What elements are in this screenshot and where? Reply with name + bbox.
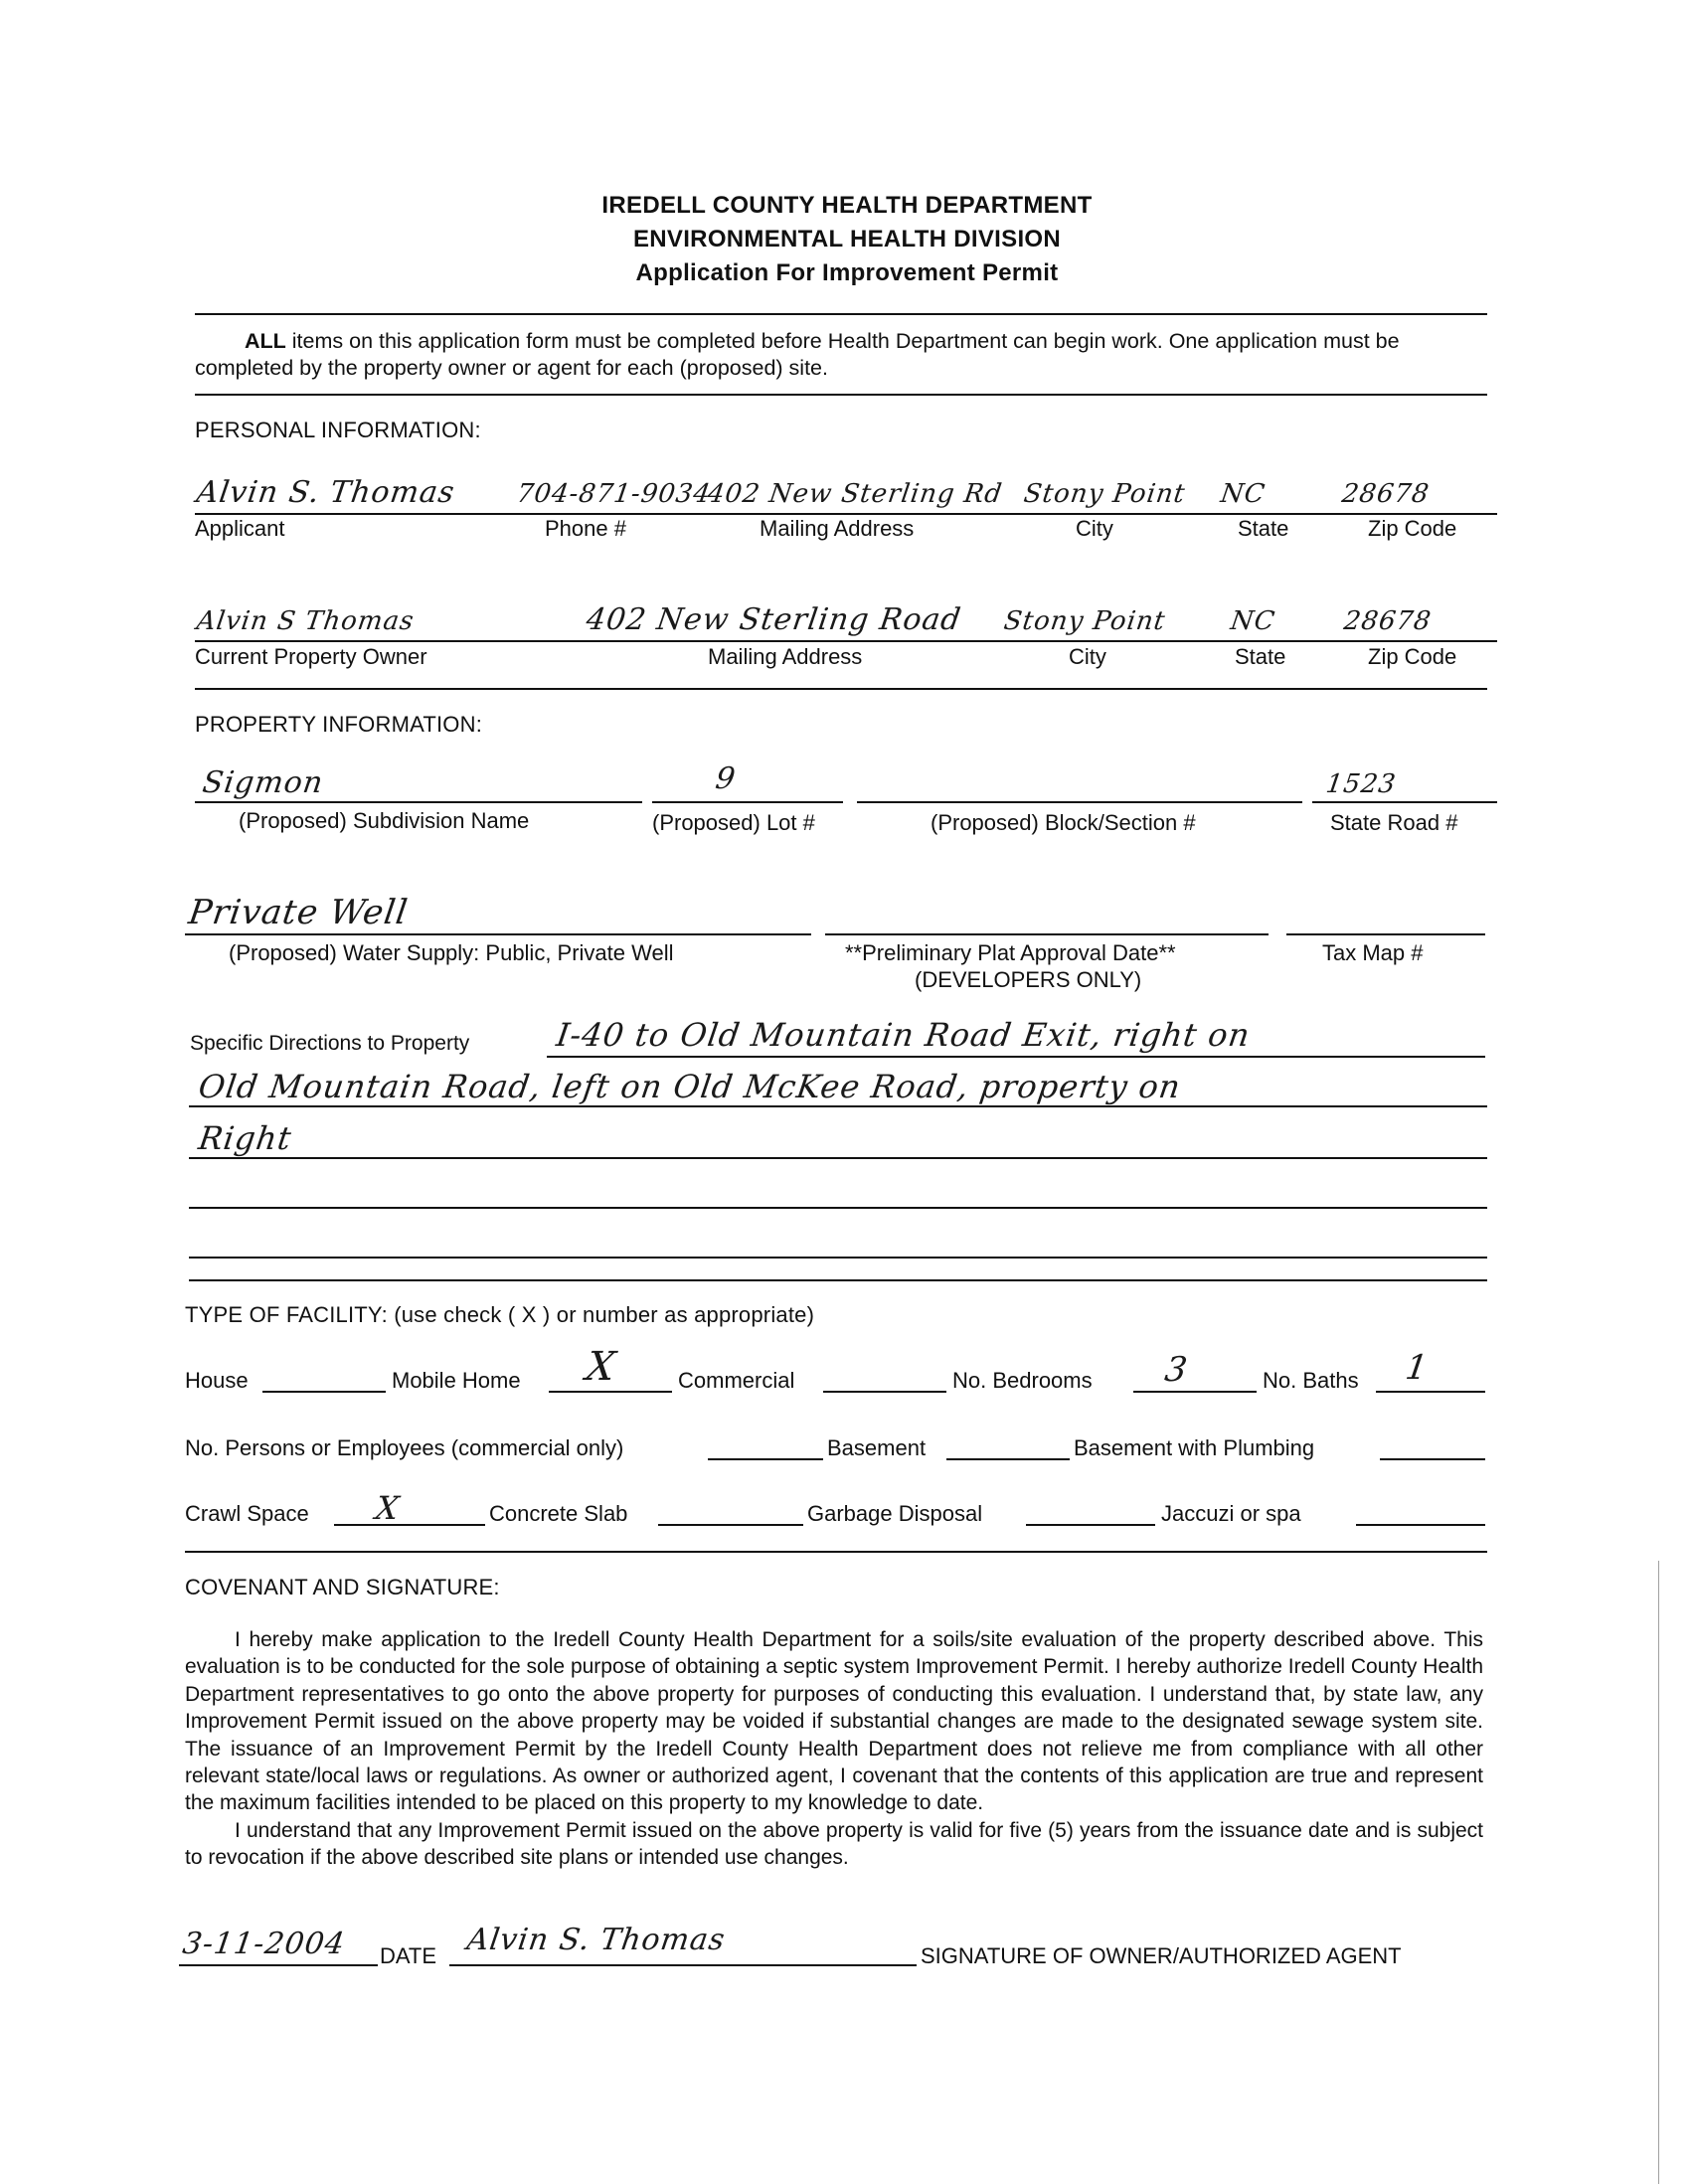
phone-label: Phone # xyxy=(545,516,626,541)
directions-field-line-1[interactable]: I-40 to Old Mountain Road Exit, right on xyxy=(554,1016,1254,1054)
mobile-home-blank xyxy=(549,1391,672,1393)
owner-line xyxy=(195,640,1497,642)
baths-field[interactable]: 1 xyxy=(1403,1348,1432,1388)
state-road-label: State Road # xyxy=(1330,810,1458,835)
bedrooms-blank xyxy=(1133,1391,1257,1393)
block-line xyxy=(857,801,1302,803)
garbage-disposal-label: Garbage Disposal xyxy=(807,1501,983,1526)
house-blank xyxy=(262,1391,386,1393)
state-road-line xyxy=(1312,801,1497,803)
covenant-paragraph-1: I hereby make application to the Iredell County Health Department for a soils/site evaluation of the property described above. This evaluation is to be conducted for the sole purpose of obtaining a septic system Improvement Permit. I hereby authorize Iredell County Health Department representatives to go onto the above property for purposes of conducting this evaluation. I understand that, by state law, any Improvement Permit issued on the above property may be voided if substantial changes are made to the designated sewage system site. The issuance of an Improvement Permit by the Iredell County Health Department does not relieve me from compliance with all other relevant state/local laws or regulations. As owner or authorized agent, I covenant that the contents of this application are true and represent the maximum facilities intended to be placed on this property to my knowledge to date. xyxy=(185,1628,1483,1815)
baths-label: No. Baths xyxy=(1263,1368,1359,1393)
covenant-text xyxy=(185,1626,1483,1872)
form-title: Application For Improvement Permit xyxy=(635,259,1059,286)
directions-line xyxy=(547,1056,1485,1058)
owner-state-field[interactable]: NC xyxy=(1228,606,1277,636)
mailing-address-label: Mailing Address xyxy=(760,516,915,541)
city-label: City xyxy=(1076,516,1113,541)
lot-label: (Proposed) Lot # xyxy=(652,810,815,835)
plat-date-note: (DEVELOPERS ONLY) xyxy=(915,967,1142,992)
date-field[interactable]: 3-11-2004 xyxy=(180,1927,348,1961)
owner-state-label: State xyxy=(1235,644,1286,669)
subdivision-label: (Proposed) Subdivision Name xyxy=(239,808,530,833)
baths-blank xyxy=(1376,1391,1485,1393)
state-road-field[interactable]: 1523 xyxy=(1323,769,1399,799)
crawl-space-label: Crawl Space xyxy=(185,1501,309,1526)
signature-field[interactable]: Alvin S. Thomas xyxy=(464,1923,728,1957)
basement-plumbing-label: Basement with Plumbing xyxy=(1074,1435,1315,1460)
directions-line xyxy=(189,1105,1487,1107)
subdivision-line xyxy=(195,801,642,803)
crawl-space-field[interactable]: X xyxy=(373,1489,403,1527)
jacuzzi-blank xyxy=(1356,1524,1485,1526)
date-label: DATE xyxy=(380,1943,437,1968)
divider xyxy=(195,394,1487,396)
subdivision-field[interactable]: Sigmon xyxy=(200,765,326,800)
directions-line xyxy=(189,1257,1487,1259)
date-line xyxy=(179,1964,378,1966)
mobile-home-field[interactable]: X xyxy=(583,1344,619,1390)
mobile-home-label: Mobile Home xyxy=(392,1368,521,1393)
owner-city-field[interactable]: Stony Point xyxy=(1001,606,1168,636)
plat-date-line xyxy=(825,933,1269,935)
header-division: ENVIRONMENTAL HEALTH DIVISION xyxy=(632,226,1062,252)
plat-date-label: **Preliminary Plat Approval Date** xyxy=(845,940,1176,965)
water-supply-line xyxy=(185,933,811,935)
applicant-state-field[interactable]: NC xyxy=(1218,479,1268,509)
directions-field-line-2[interactable]: Old Mountain Road, left on Old McKee Road, property on xyxy=(196,1068,1184,1105)
water-supply-field[interactable]: Private Well xyxy=(186,893,411,932)
divider xyxy=(185,1551,1487,1553)
scan-edge-line xyxy=(1658,1561,1659,2184)
personal-info-heading: PERSONAL INFORMATION: xyxy=(195,418,481,442)
divider xyxy=(195,688,1487,690)
applicant-city-field[interactable]: Stony Point xyxy=(1021,479,1188,509)
tax-map-line xyxy=(1286,933,1485,935)
applicant-zip-field[interactable]: 28678 xyxy=(1339,479,1432,509)
property-info-heading: PROPERTY INFORMATION: xyxy=(195,712,483,737)
tax-map-label: Tax Map # xyxy=(1322,940,1424,965)
owner-mailing-address-label: Mailing Address xyxy=(708,644,863,669)
water-supply-label: (Proposed) Water Supply: Public, Private Well xyxy=(229,940,674,965)
zip-label: Zip Code xyxy=(1368,516,1457,541)
lot-field[interactable]: 9 xyxy=(713,761,739,796)
owner-zip-field[interactable]: 28678 xyxy=(1341,606,1434,636)
directions-line xyxy=(189,1157,1487,1159)
intro-rest: items on this application form must be completed before Health Department can begin work. One application must be completed by the property owner or agent for each (proposed) site. xyxy=(195,329,1400,380)
concrete-slab-label: Concrete Slab xyxy=(489,1501,628,1526)
divider xyxy=(195,313,1487,315)
concrete-slab-blank xyxy=(658,1524,803,1526)
basement-label: Basement xyxy=(827,1435,927,1460)
owner-label: Current Property Owner xyxy=(195,644,427,669)
commercial-label: Commercial xyxy=(678,1368,795,1393)
intro-bold-lead: ALL xyxy=(245,329,286,353)
persons-label: No. Persons or Employees (commercial only) xyxy=(185,1435,624,1460)
directions-line xyxy=(189,1207,1487,1209)
basement-plumbing-blank xyxy=(1380,1458,1485,1460)
owner-address-field[interactable]: 402 New Sterling Road xyxy=(584,602,964,637)
intro-text xyxy=(195,328,1487,382)
persons-blank xyxy=(708,1458,823,1460)
block-label: (Proposed) Block/Section # xyxy=(931,810,1196,835)
bedrooms-label: No. Bedrooms xyxy=(952,1368,1093,1393)
commercial-blank xyxy=(823,1391,946,1393)
state-label: State xyxy=(1238,516,1289,541)
directions-label: Specific Directions to Property xyxy=(190,1032,470,1055)
owner-zip-label: Zip Code xyxy=(1368,644,1457,669)
applicant-label: Applicant xyxy=(195,516,285,541)
directions-line xyxy=(189,1279,1487,1281)
directions-field-line-3[interactable]: Right xyxy=(196,1119,294,1157)
bedrooms-field[interactable]: 3 xyxy=(1162,1350,1191,1390)
applicant-line xyxy=(195,513,1497,515)
applicant-name-field[interactable]: Alvin S. Thomas xyxy=(194,475,457,510)
crawl-space-blank xyxy=(334,1524,485,1526)
garbage-disposal-blank xyxy=(1026,1524,1155,1526)
signature-line xyxy=(449,1964,917,1966)
house-label: House xyxy=(185,1368,249,1393)
basement-blank xyxy=(946,1458,1070,1460)
covenant-heading: COVENANT AND SIGNATURE: xyxy=(185,1575,500,1599)
owner-city-label: City xyxy=(1069,644,1106,669)
applicant-phone-field[interactable]: 704-871-9034 xyxy=(514,479,714,509)
owner-name-field[interactable]: Alvin S Thomas xyxy=(194,606,417,636)
signature-label: SIGNATURE OF OWNER/AUTHORIZED AGENT xyxy=(921,1943,1402,1968)
lot-line xyxy=(652,801,843,803)
applicant-address-field[interactable]: 402 New Sterling Rd xyxy=(705,479,1005,509)
header-department: IREDELL COUNTY HEALTH DEPARTMENT xyxy=(601,192,1093,219)
facility-heading: TYPE OF FACILITY: (use check ( X ) or number as appropriate) xyxy=(185,1302,815,1327)
covenant-paragraph-2: I understand that any Improvement Permit issued on the above property is valid for five (5) years from the issuance date and is subject to revocation if the above described site plans or intended use changes. xyxy=(185,1818,1483,1870)
jacuzzi-label: Jaccuzi or spa xyxy=(1161,1501,1301,1526)
